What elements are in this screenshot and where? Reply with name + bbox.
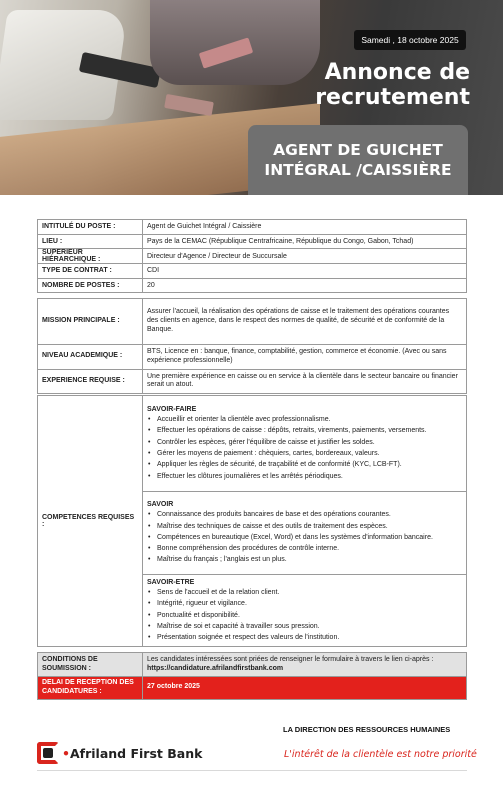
competences-table [37, 395, 467, 647]
row-label: INTITULÉ DU POSTE : [38, 220, 143, 235]
list-item: • Effectuer les opérations de caisse : dépôts, retraits, virements, paiements, versements. [147, 425, 462, 436]
block-title: SAVOIR-ETRE [147, 579, 195, 586]
savoir-faire-block [143, 396, 467, 492]
row-value: 20 [143, 278, 467, 293]
deadline-value: 27 octobre 2025 [143, 677, 467, 700]
table-row [38, 234, 467, 249]
table-row [38, 249, 467, 264]
row-label: NIVEAU ACADEMIQUE : [38, 345, 143, 370]
row-label: NOMBRE DE POSTES : [38, 278, 143, 293]
table-row [38, 369, 467, 394]
row-value: Pays de la CEMAC (République Centrafricaine, République du Congo, Gabon, Tchad) [143, 234, 467, 249]
list-item: • Bonne compréhension des procédures de contrôle interne. [147, 543, 462, 554]
list-item: • Accueillir et orienter la clientèle avec professionnalisme. [147, 414, 462, 425]
list-item: • Compétences en bureautique (Excel, Word) et dans les systèmes d'information bancaire. [147, 532, 462, 543]
table-row [38, 396, 467, 492]
announcement-title-line2: recrutement [315, 85, 470, 110]
bank-logo [37, 742, 202, 764]
savoir-list [147, 509, 462, 565]
mission-table [37, 298, 467, 394]
bank-slogan: L'intérêt de la clientèle est notre priorité [284, 749, 477, 760]
table-row [38, 264, 467, 279]
list-item: • Maîtrise du français ; l'anglais est un plus. [147, 554, 462, 565]
list-item: • Effectuer les clôtures journalières et les arrêtés périodiques. [147, 471, 462, 482]
row-label: DELAI DE RECEPTION DES CANDIDATURES : [38, 677, 143, 700]
job-title-line1: AGENT DE GUICHET [273, 141, 443, 159]
table-row [38, 278, 467, 293]
table-row [38, 677, 467, 700]
list-item: • Appliquer les règles de sécurité, de traçabilité et de conformité (KYC, LCB-FT). [147, 459, 462, 470]
submission-text: Les candidates intéressées sont priées de renseigner le formulaire à travers le lien ci-après : [147, 655, 434, 663]
announcement-title-line1: Annonce de [324, 60, 470, 85]
application-link[interactable]: https://candidature.afrilandfirstbank.com [147, 664, 284, 672]
row-label: TYPE DE CONTRAT : [38, 264, 143, 279]
block-title: SAVOIR-FAIRE [147, 406, 197, 414]
savoir-faire-list [147, 414, 462, 482]
table-row [38, 345, 467, 370]
savoir-block [143, 492, 467, 575]
job-info-table [37, 219, 467, 293]
list-item: • Connaissance des produits bancaires de base et des opérations courantes. [147, 509, 462, 520]
table-row [38, 220, 467, 235]
job-title-line2: INTÉGRAL /CAISSIÈRE [264, 161, 452, 179]
row-label: MISSION PRINCIPALE : [38, 299, 143, 345]
list-item: • Présentation soignée et respect des valeurs de l'institution. [147, 632, 462, 643]
row-value: Une première expérience en caisse ou en service à la clientèle dans le secteur bancaire ou financier serait un atout. [143, 369, 467, 394]
department-name: LA DIRECTION DES RESSOURCES HUMAINES [283, 725, 451, 734]
row-value: Directeur d'Agence / Directeur de Succursale [143, 249, 467, 264]
list-item: • Gérer les moyens de paiement : chèquiers, cartes, bordereaux, valeurs. [147, 448, 462, 459]
afriland-logo-icon [37, 742, 59, 764]
bank-name: •Afriland First Bank [62, 745, 203, 761]
list-item: • Sens de l'accueil et de la relation client. [147, 587, 462, 598]
row-label: EXPERIENCE REQUISE : [38, 369, 143, 394]
row-label: COMPETENCES REQUISES : [38, 396, 143, 647]
table-row [38, 299, 467, 345]
savoir-etre-block [143, 575, 467, 647]
table-row [38, 653, 467, 677]
row-label: SUPERIEUR HIÉRARCHIQUE : [38, 249, 143, 264]
block-title: SAVOIR [147, 501, 174, 509]
list-item: • Intégrité, rigueur et vigilance. [147, 598, 462, 609]
list-item: • Maîtrise des techniques de caisse et des outils de traitement des espèces. [147, 521, 462, 532]
row-value [143, 653, 467, 677]
list-item: • Maîtrise de soi et capacité à travailler sous pression. [147, 621, 462, 632]
savoir-etre-list [147, 587, 462, 643]
announcement-title [290, 60, 470, 110]
list-item: • Ponctualité et disponibilité. [147, 610, 462, 621]
job-title-box [248, 125, 468, 195]
list-item: • Contrôler les espèces, gérer l'équilibre de caisse et justifier les soldes. [147, 437, 462, 448]
row-label: LIEU : [38, 234, 143, 249]
submission-table [37, 652, 467, 700]
row-value: Agent de Guichet Intégral / Caissière [143, 220, 467, 235]
row-label: CONDITIONS DE SOUMISSION : [38, 653, 143, 677]
banknotes [164, 94, 214, 116]
row-value: Assurer l'accueil, la réalisation des opérations de caisse et le traitement des opérations courantes des clients en agence, dans le respect des normes de qualité, de sécurité et de conformité de la Banque. [143, 299, 467, 345]
row-value: CDI [143, 264, 467, 279]
footer-divider [37, 770, 467, 771]
row-value: BTS, Licence en : banque, finance, comptabilité, gestion, commerce et économie. (Avec ou sans expérience professionnelle) [143, 345, 467, 370]
date-badge: Samedi , 18 octobre 2025 [354, 30, 466, 50]
